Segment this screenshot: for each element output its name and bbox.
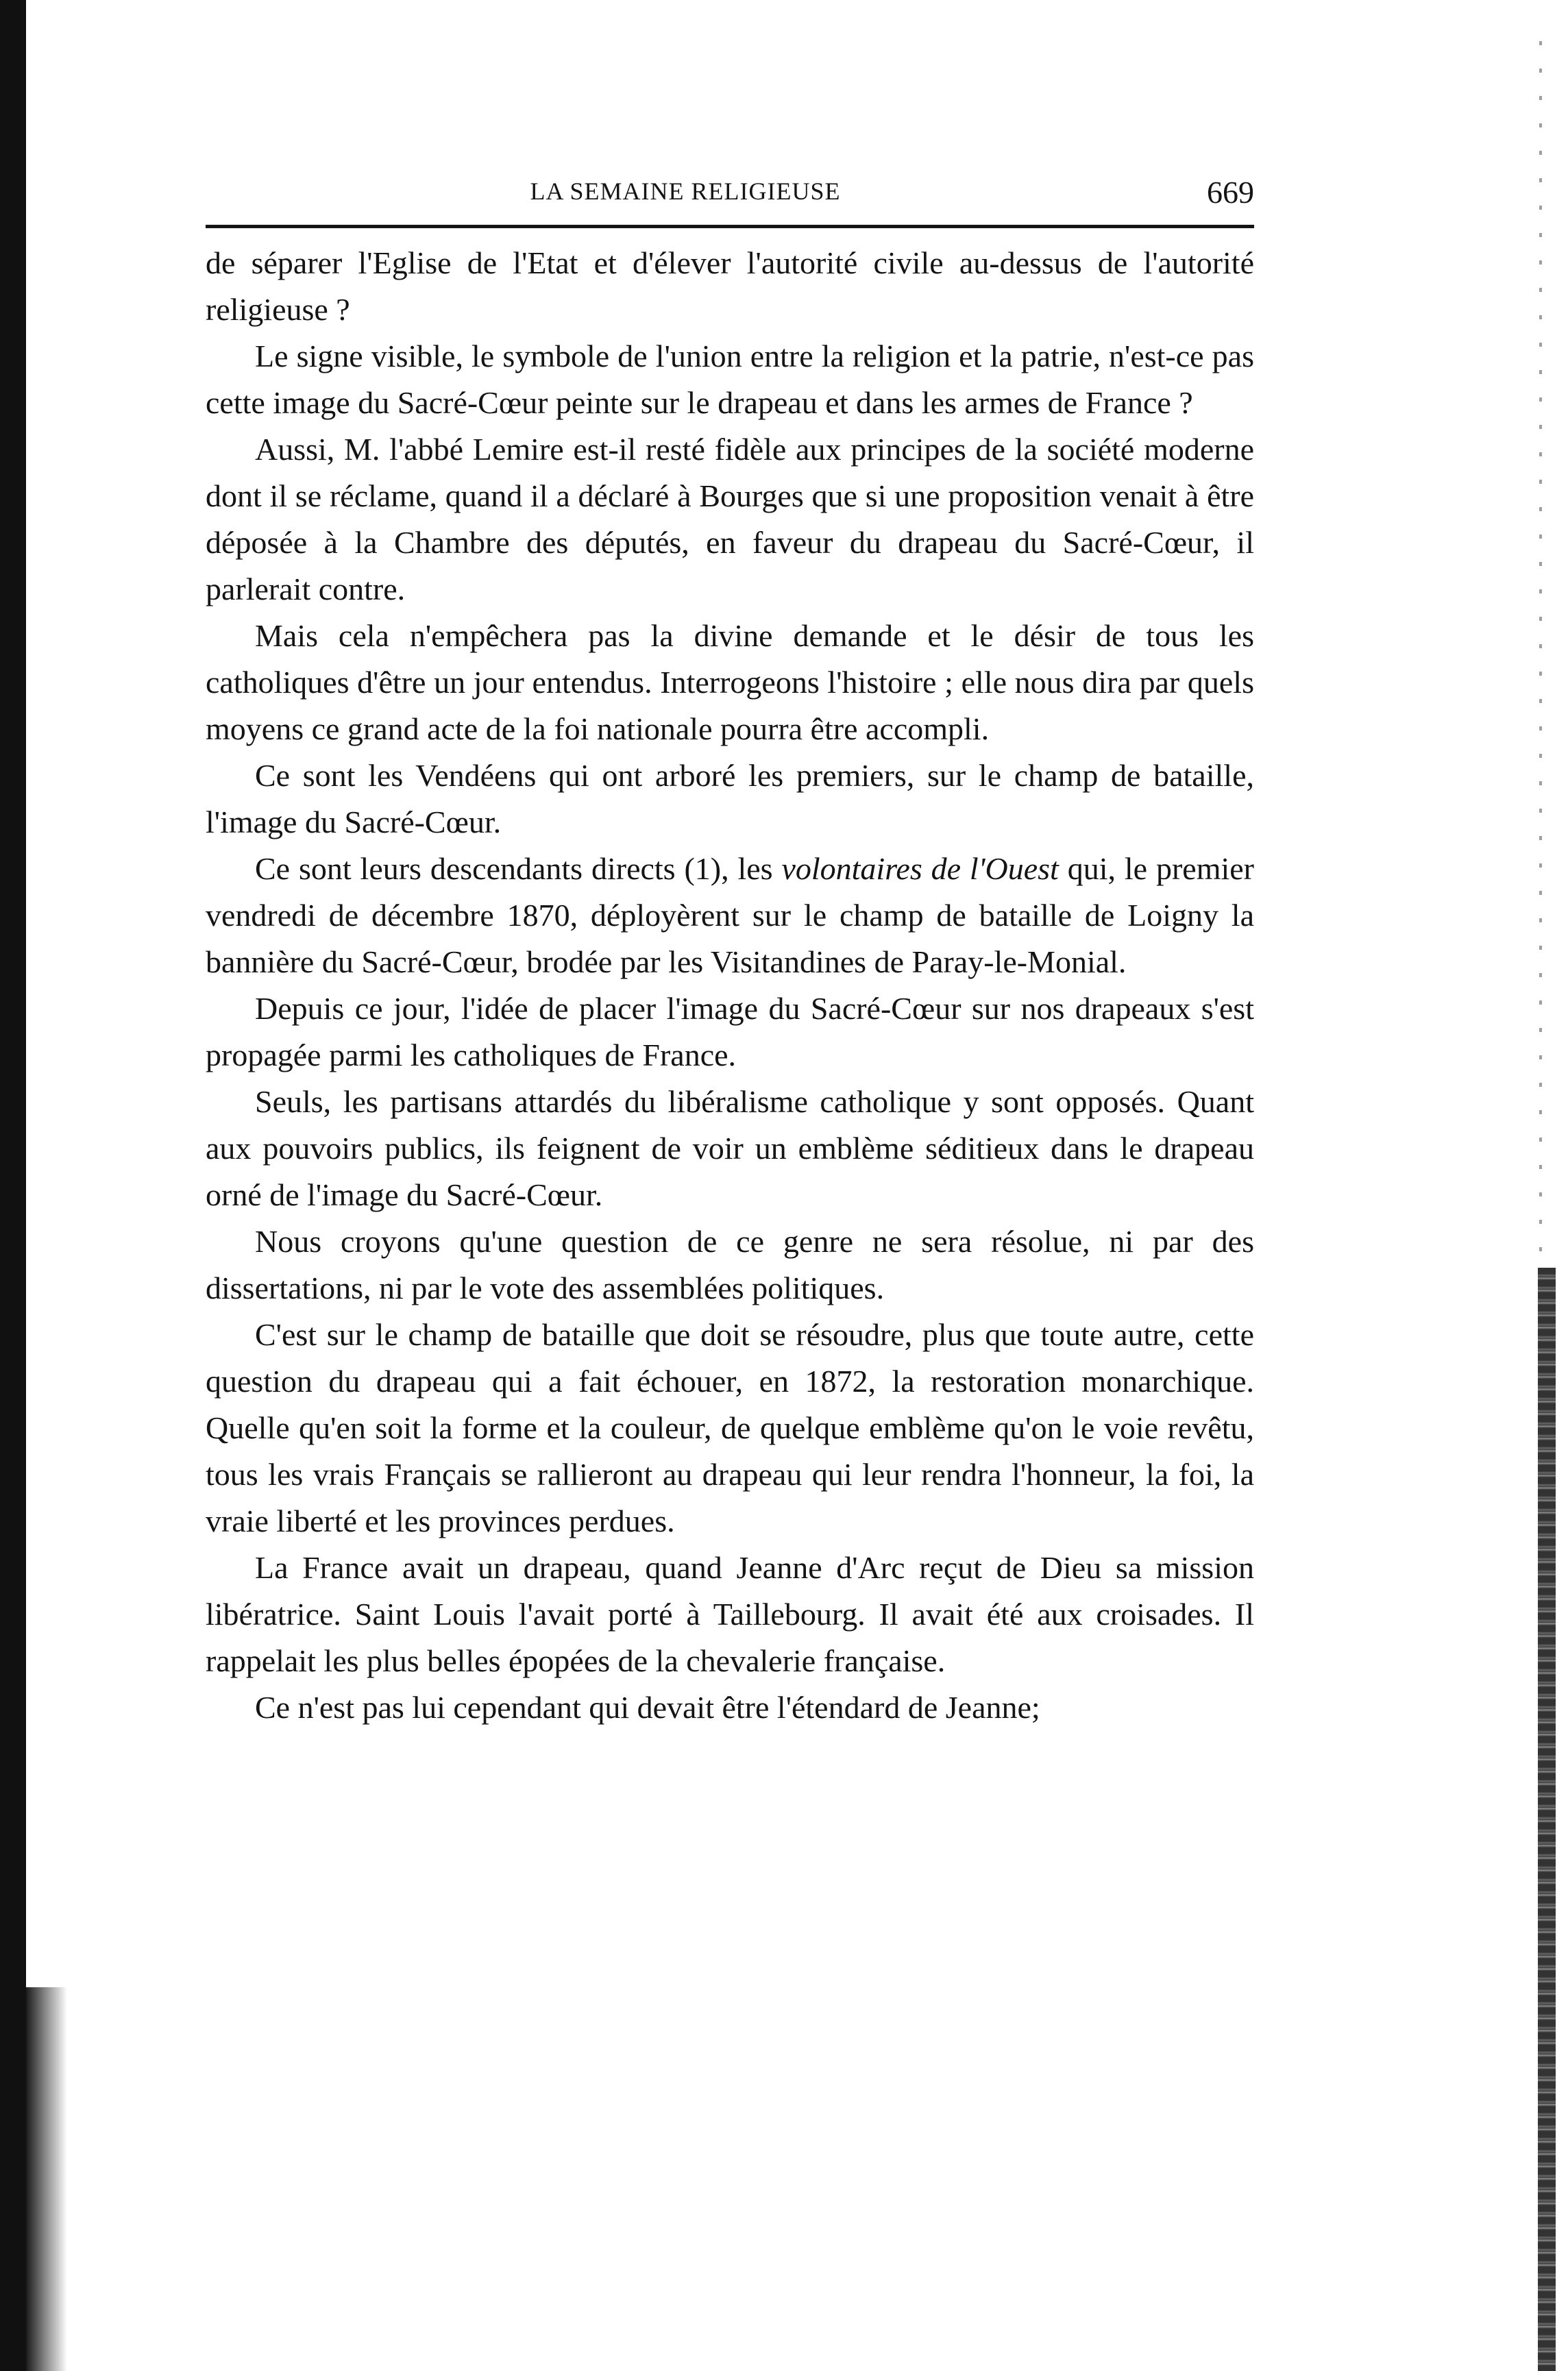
- paragraph: La France avait un drapeau, quand Jeanne d'Arc reçut de Dieu sa mission libératrice. Saint Louis l'avait porté à Taillebourg. Il avait été aux croisades. Il rappelait les plus belles épopées de la chevalerie française.: [206, 1550, 1254, 1678]
- paragraph: Nous croyons qu'une question de ce genre ne sera résolue, ni par des dissertations, ni par le vote des assemblées politiques.: [206, 1224, 1254, 1305]
- running-head: [206, 177, 1254, 218]
- body-text: [206, 240, 1254, 1731]
- paragraph: Ce sont les Vendéens qui ont arboré les premiers, sur le champ de bataille, l'image du Sacré-Cœur.: [206, 758, 1254, 839]
- paragraph: de séparer l'Eglise de l'Etat et d'élever l'autorité civile au-dessus de l'autorité religieuse ?: [206, 245, 1254, 327]
- paragraph: C'est sur le champ de bataille que doit se résoudre, plus que toute autre, cette question du drapeau qui a fait échouer, en 1872, la restoration monarchique. Quelle qu'en soit la forme et la couleur, de quelque emblème qu'on le voie revêtu, tous les vrais Français se rallieront au drapeau qui leur rendra l'honneur, la foi, la vraie liberté et les provinces perdues.: [206, 1317, 1254, 1538]
- paragraph: Depuis ce jour, l'idée de placer l'image du Sacré-Cœur sur nos drapeaux s'est propagée parmi les catholiques de France.: [206, 991, 1254, 1072]
- paragraph: Aussi, M. l'abbé Lemire est-il resté fidèle aux principes de la société moderne dont il se réclame, quand il a déclaré à Bourges que si une proposition venait à être déposée à la Chambre des députés, en faveur du drapeau du Sacré-Cœur, il parlerait contre.: [206, 432, 1254, 606]
- paragraph-text: Ce sont leurs descendants directs (1), les: [255, 851, 782, 886]
- paragraph: [206, 846, 1254, 985]
- paragraph: Ce n'est pas lui cependant qui devait être l'étendard de Jeanne;: [255, 1690, 1040, 1725]
- italic-phrase: volontaires de l'Ouest: [781, 851, 1059, 886]
- paragraph-text: qui, le premier vendredi de décembre 1870, déployèrent sur le champ de bataille de Loigny la bannière du Sacré-Cœur, brodée par les Visitandines de Paray-le-Monial.: [206, 851, 1254, 979]
- paragraph: Seuls, les partisans attardés du libéralisme catholique y sont opposés. Quant aux pouvoirs publics, ils feignent de voir un emblème séditieux dans le drapeau orné de l'image du Sacré-Cœur.: [206, 1084, 1254, 1212]
- scan-edge-right: [1538, 1268, 1556, 2371]
- scan-speckle-right: [1539, 41, 1542, 1268]
- paragraph: Mais cela n'empêchera pas la divine demande et le désir de tous les catholiques d'être un jour entendus. Interrogeons l'histoire ; elle nous dira par quels moyens ce grand acte de la foi nationale pourra être accompli.: [206, 618, 1254, 746]
- paragraph: Le signe visible, le symbole de l'union entre la religion et la patrie, n'est-ce pas cette image du Sacré-Cœur peinte sur le drapeau et dans les armes de France ?: [206, 339, 1254, 420]
- scan-edge-left: [0, 0, 26, 2371]
- running-title: LA SEMAINE RELIGIEUSE: [530, 177, 841, 205]
- scan-edge-shadow: [26, 1987, 67, 2371]
- page-number: 669: [1207, 175, 1254, 210]
- header-rule: [206, 225, 1254, 228]
